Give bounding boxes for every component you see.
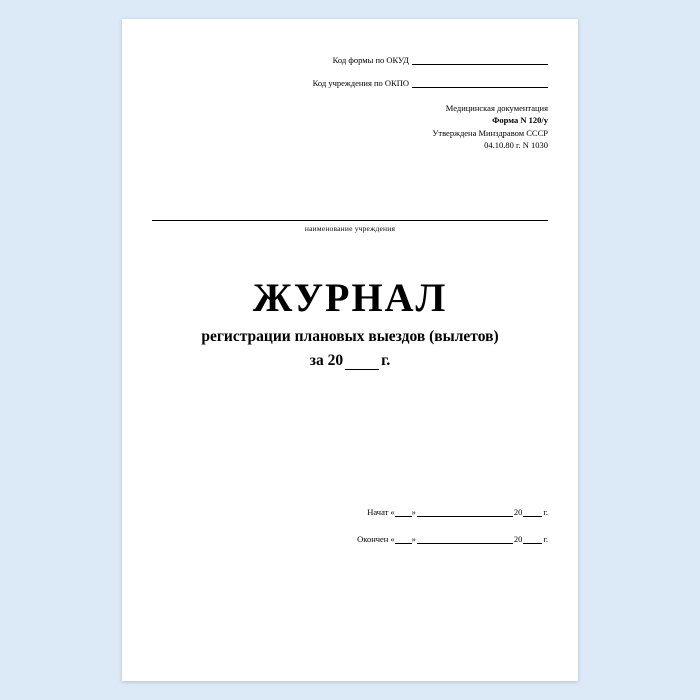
title-year-prefix: за 20 [309,352,344,370]
institution-name-caption: наименование учреждения [304,224,396,234]
okpo-code-blank[interactable] [412,78,548,88]
page-subtitle: регистрации плановых выездов (вылетов) [201,328,499,346]
started-year-blank[interactable] [523,508,542,517]
form-meta-block [152,102,548,151]
document-body [122,19,578,681]
title-year-row [152,352,548,370]
started-day-blank[interactable] [395,508,412,517]
okud-code-blank[interactable] [412,55,548,65]
started-label: Начат [367,507,389,517]
footer-block [318,507,548,561]
okud-code-row [152,55,548,65]
started-quote-close: » [411,507,416,517]
okpo-code-label: Код учреждения по ОКПО [312,77,409,88]
meta-approval-date: 04.10.80 г. N 1030 [484,139,548,150]
institution-name-blank[interactable] [152,219,548,221]
started-year-suffix: г. [543,507,548,517]
finished-day-blank[interactable] [395,535,412,544]
title-block [152,277,548,370]
started-quote-open: « [390,507,395,517]
started-row [318,507,548,517]
finished-quote-open: « [390,534,395,544]
meta-medical-documentation: Медицинская документация [445,103,548,113]
title-year-blank[interactable] [345,356,379,370]
finished-month-blank[interactable] [417,535,513,544]
institution-name-block [152,219,548,233]
finished-year-suffix: г. [543,534,548,544]
document-page [122,19,578,681]
okud-code-label: Код формы по ОКУД [332,54,409,65]
started-year-prefix: 20 [513,507,523,517]
form-code-block [152,55,548,88]
okpo-code-row [152,78,548,88]
finished-year-blank[interactable] [523,535,542,544]
finished-label: Окончен [357,534,389,544]
started-month-blank[interactable] [417,508,513,517]
title-year-suffix: г. [381,352,391,370]
page-title: ЖУРНАЛ [252,275,448,321]
meta-approved-by: Утверждена Минздравом СССР [432,127,548,138]
finished-year-prefix: 20 [513,534,523,544]
meta-form-number: Форма N 120/у [492,115,548,126]
finished-quote-close: » [411,534,416,544]
finished-row [318,534,548,544]
